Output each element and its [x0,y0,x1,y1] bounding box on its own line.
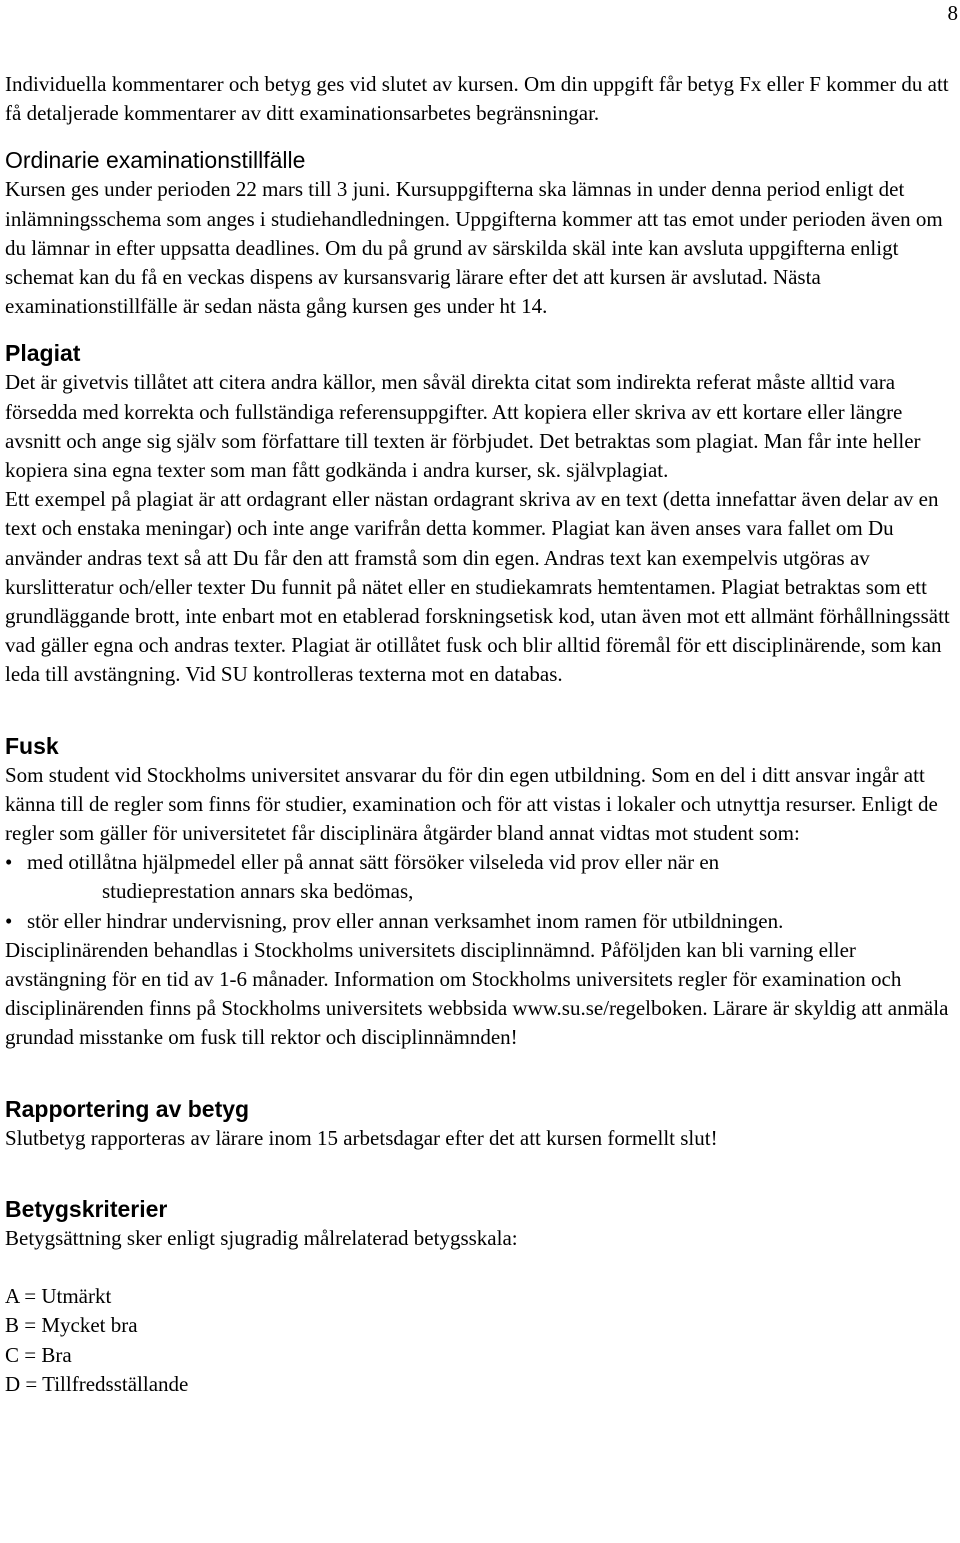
plagiat-paragraph-2: Ett exempel på plagiat är att ordagrant eller nästan ordagrant skriva av en text (detta innefattar även delar av en text och enstaka meningar) och inte ange varifrån detta kommer. Plagiat kan även anses vara fallet om Du använder andras text så att Du får den att framstå som din egen. Andras text kan exempelvis utgöras av kurslitteratur och/eller texter Du funnit på nätet eller en studiekamrats hemtentamen. Plagiat betraktas som ett grundläggande brott, inte enbart mot en etablerad forskningsetisk kod, utan även mot ett allmänt förhållningssätt vad gäller egna och andras texter. Plagiat är otillåtet fusk och blir alltid föremål för ett disciplinärende, som kan leda till avstängning. Vid SU kontrolleras texterna mot en databas. [5,487,950,687]
plagiat-paragraph-1: Det är givetvis tillåtet att citera andra källor, men såväl direkta citat som indirekta referat måste alltid vara försedda med korrekta och fullständiga referensuppgifter. Att kopiera eller skriva av ett kortare eller längre avsnitt och ange sig själv som författare till texten är förbjudet. Det betraktas som plagiat. Man får inte heller kopiera sina egna texter som man fått godkända i andra kurser, sk. självplagiat. [5,370,921,483]
heading-betygskriterier: Betygskriterier [5,1195,168,1222]
section-betygskriterier [5,1195,959,1399]
document-body [5,70,959,1399]
ordinarie-paragraph: Kursen ges under perioden 22 mars till 3 juni. Kursuppgifterna ska lämnas in under denna period enligt det inlämningsschema som anges i studiehandledningen. Uppgifterna kommer att tas emot under perioden även om du lämnar in efter uppsatta deadlines. Om du på grund av särskilda skäl inte kan avsluta uppgifterna enligt schemat kan du få en veckas dispens av kursansvarig lärare efter det att kursen är avslutad. Nästa examinationstillfälle är sedan nästa gång kursen ges under ht 14. [5,177,943,319]
list-item [5,848,959,906]
heading-rapportering: Rapportering av betyg [5,1095,250,1122]
list-item [5,907,959,936]
section-ordinarie [5,146,959,321]
heading-plagiat: Plagiat [5,340,81,367]
bullet-icon: • [5,908,13,933]
grade-item-d: D = Tillfredsställande [5,1371,189,1396]
bullet-text: stör eller hindrar undervisning, prov eller annan verksamhet inom ramen för utbildningen. [27,908,784,933]
fusk-intro-paragraph: Som student vid Stockholms universitet ansvarar du för din egen utbildning. Som en del i ditt ansvar ingår att känna till de regler som finns för studier, examination och för att vistas i lokaler och utnyttja resurser. Enligt de regler som gäller för universitetet får disciplinära åtgärder bland annat vidtas mot student som: [5,762,938,846]
bullet-text: med otillåtna hjälpmedel eller på annat sätt försöker vilseleda vid prov eller när en [27,850,720,875]
bullet-text-continuation: studieprestation annars ska bedömas, [102,879,414,904]
grade-item-c: C = Bra [5,1342,72,1367]
grade-item-b: B = Mycket bra [5,1313,138,1338]
intro-paragraph: Individuella kommentarer och betyg ges vid slutet av kursen. Om din uppgift får betyg Fx eller F kommer du att få detaljerade kommentarer av ditt examinationsarbetes begränsningar. [5,72,949,126]
betygskriterier-paragraph: Betygsättning sker enligt sjugradig målrelaterad betygsskala: [5,1225,518,1250]
heading-ordinarie: Ordinarie examinationstillfälle [5,147,306,174]
heading-fusk: Fusk [5,732,59,759]
bullet-icon: • [5,850,13,875]
section-fusk [5,732,959,1053]
fusk-outro-paragraph: Disciplinärenden behandlas i Stockholms universitets disciplinnämnd. Påföljden kan bli varning eller avstängning för en tid av 1-6 månader. Information om Stockholms universitets regler för examination och disciplinärenden finns på Stockholms universitets webbsida www.su.se/regelboken. Lärare är skyldig att anmäla grundad misstanke om fusk till rektor och disciplinnämnden! [5,937,949,1050]
rapportering-paragraph: Slutbetyg rapporteras av lärare inom 15 arbetsdagar efter det att kursen formellt slut! [5,1125,718,1150]
page-number: 8 [947,1,958,25]
section-plagiat [5,339,959,689]
section-rapportering [5,1095,959,1153]
grade-item-a: A = Utmärkt [5,1284,112,1309]
